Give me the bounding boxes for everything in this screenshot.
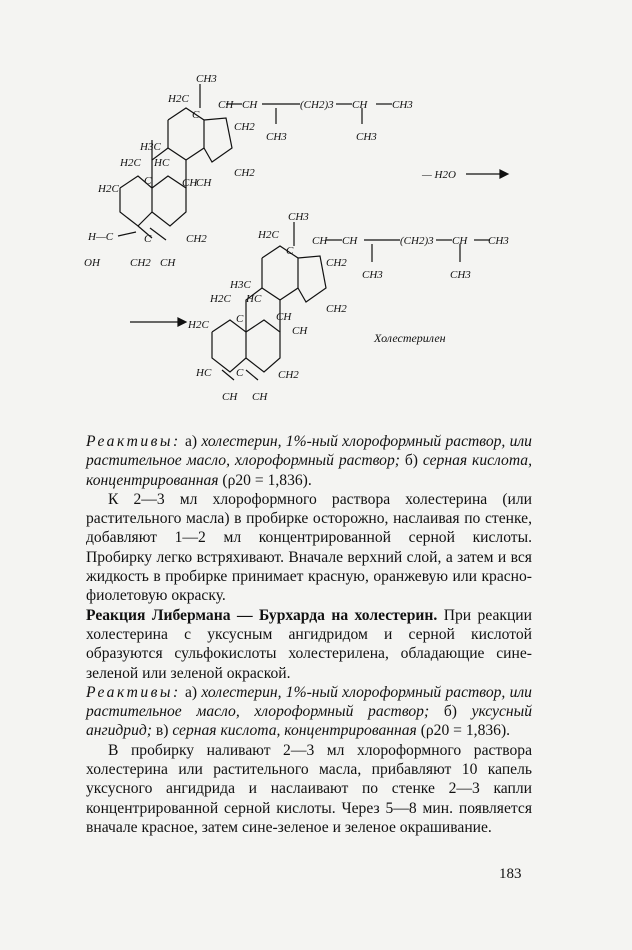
minus-water-label: — H2O (422, 169, 456, 181)
reagent-cholesterol-2: холестерин, 1%-ный хлороформный раствор, или растительное масло, хлороформный раствор; (86, 683, 532, 721)
item-b-1: б) (399, 452, 423, 470)
p-ch-chain-label: CH (342, 235, 358, 247)
ch3-branch2: CH3 (356, 131, 377, 143)
p-h3c-label: H3C (230, 279, 251, 291)
p-ch2-label-2: CH2 (326, 303, 347, 315)
reaction-scheme (0, 0, 632, 420)
ch-label-2: CH (182, 177, 198, 189)
ch2-label-4: CH2 (186, 233, 207, 245)
ch2-d-label: CH2 (234, 121, 255, 133)
procedure-paragraph-1: К 2—3 мл хлороформного раствора холестерина (или растительного масла) в пробирке осторожно, наслаивая по стенке, добавляют 1—2 мл концентрированной серной кислоты. Пробирку легко встряхивают. Вначале верхний слой, а затем и вся жидкость в пробирке принимает красную, оранжевую или красно-фиолетовую окраску. (86, 490, 532, 605)
chain-label: (CH2)3 (300, 99, 334, 111)
h2c-label-2: H2C (120, 157, 141, 169)
h3c-label: H3C (140, 141, 161, 153)
p-c-label-2: C (236, 313, 244, 325)
c-label: C (192, 109, 200, 121)
reaction-paragraph (86, 606, 532, 683)
h2c-label: H2C (168, 93, 189, 105)
ch-label: CH (218, 99, 234, 111)
p-ch-label-4: CH (222, 391, 238, 403)
p-ch2-d-label: CH2 (326, 257, 347, 269)
item-a-2: а) (180, 683, 202, 701)
item-c-2: в) (151, 722, 173, 740)
p-ch3-branch1: CH3 (362, 269, 383, 281)
ch-label-4: CH (160, 257, 176, 269)
p-ch3-branch2: CH3 (450, 269, 471, 281)
p-ch2-label-3: CH2 (278, 369, 299, 381)
p-ch3-label-top: CH3 (288, 211, 309, 223)
reagent-sulfuric-1: серная кислота, концентрированная (86, 452, 532, 489)
p-c-label-3: C (236, 367, 244, 379)
oh-label: OH (84, 257, 100, 269)
reagents-heading-1: Реактивы: (86, 433, 181, 450)
p-c-label: C (286, 245, 294, 257)
density-1: (ρ20 = 1,836). (218, 471, 312, 489)
c-label-2: C (144, 175, 152, 187)
p-ch-label-5: CH (252, 391, 268, 403)
p-ch3-end-label: CH3 (488, 235, 509, 247)
ch-chain-label: CH (242, 99, 258, 111)
p-h2c-label-3: H2C (188, 319, 209, 331)
h-c-label: H—C (88, 231, 114, 243)
p-h2c-label: H2C (258, 229, 279, 241)
reagent-cholesterol-1: холестерин, 1%-ный хлороформный раствор, или растительное масло, хлороформный раствор; (86, 433, 532, 470)
p-ch-label-2: CH (276, 311, 292, 323)
ch3-end-label: CH3 (392, 99, 413, 111)
p-chain-label: (CH2)3 (400, 235, 434, 247)
ch3-branch1: CH3 (266, 131, 287, 143)
item-b-2: б) (429, 703, 472, 721)
reagent-anhydride: уксусный ангидрид; (86, 703, 532, 740)
page-number: 183 (499, 866, 522, 882)
p-ch-label-3: CH (292, 325, 308, 337)
ch3-label-top: CH3 (196, 73, 217, 85)
c-label-3: C (144, 233, 152, 245)
reagents-paragraph-1 (86, 432, 532, 490)
body-text (86, 432, 532, 837)
p-h2c-label-2: H2C (210, 293, 231, 305)
reaction-description: При реакции холестерина с уксусным ангидридом и серной кислотой образуются сульфокислоты холестерилена, обладающие сине-зеленой или зеленой окраской. (86, 606, 532, 682)
item-a-1: а) (180, 433, 202, 450)
p-hc-label: HC (246, 293, 262, 305)
p-hc-label-2: HC (196, 367, 212, 379)
reagents-paragraph-2 (86, 683, 532, 741)
p-ch-chain2-label: CH (452, 235, 468, 247)
arrow-head-2 (178, 318, 186, 326)
ch-label-3: CH (196, 177, 212, 189)
reagent-sulfuric-2: серная кислота, концентрированная (172, 722, 417, 740)
reagents-heading-2: Реактивы: (86, 683, 181, 701)
density-2: (ρ20 = 1,836). (416, 722, 511, 740)
procedure-paragraph-2: В пробирку наливают 2—3 мл хлороформного раствора холестерина или растительного масла, прибавляют 10 капель уксусного ангидрида и наслаивают по стенке 2—3 капли концентрированной серной кислоты. Через 5—8 мин. появляется вначале красное, затем сине-зеленое и зеленое окрашивание. (86, 741, 532, 836)
arrow-head-1 (500, 170, 508, 178)
h2c-label-3: H2C (98, 183, 119, 195)
hc-label: HC (154, 157, 170, 169)
reaction-heading: Реакция Либермана — Бурхарда на холестерин. (86, 606, 438, 624)
ch2-label-3: CH2 (130, 257, 151, 269)
ch2-label-2: CH2 (234, 167, 255, 179)
product-name-label: Холестерилен (374, 331, 446, 345)
ch-chain2-label: CH (352, 99, 368, 111)
p-ch-label: CH (312, 235, 328, 247)
